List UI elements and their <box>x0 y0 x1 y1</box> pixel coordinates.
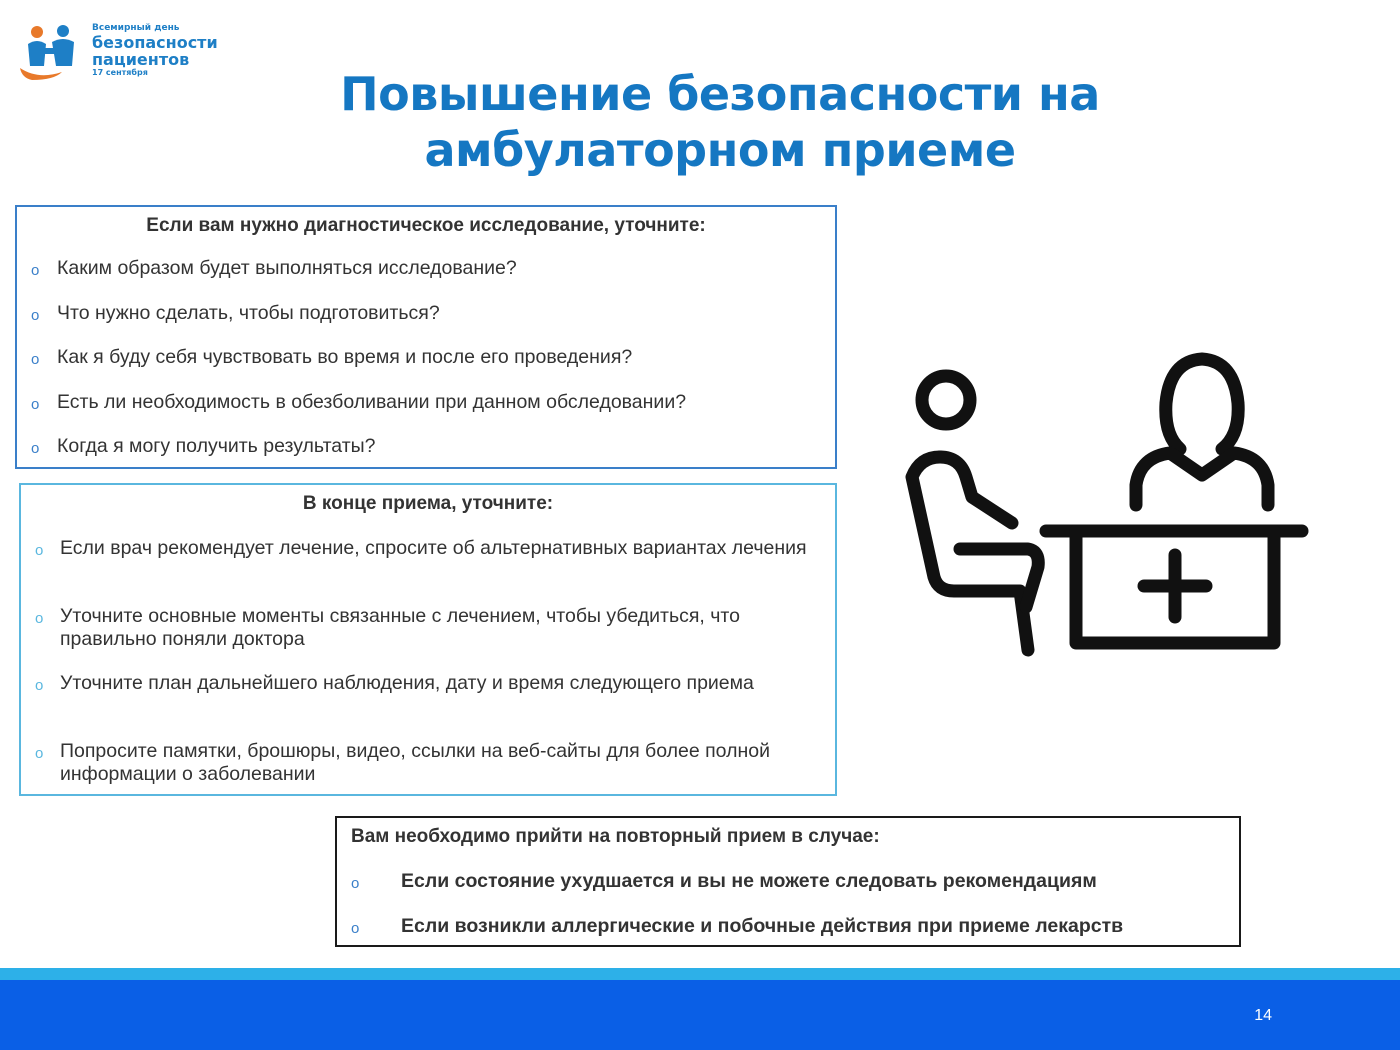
list-item <box>17 257 835 302</box>
list-item-text: Уточните основные моменты связанные с лечением, чтобы убедиться, что правильно поняли доктора <box>60 604 740 650</box>
footer-bar <box>0 980 1400 1050</box>
list-item <box>337 870 1239 915</box>
bullet-icon: o <box>35 677 44 694</box>
list-item <box>21 672 835 740</box>
doctor-patient-consultation-icon <box>900 345 1310 665</box>
page-number: 14 <box>1254 1007 1272 1024</box>
logo-caption: Всемирный день <box>92 23 180 33</box>
list-item <box>17 435 835 480</box>
advice-list <box>21 537 835 807</box>
list-item-text: Каким образом будет выполняться исследование? <box>57 257 517 279</box>
box-heading: В конце приема, уточните: <box>302 493 554 514</box>
bullet-icon: o <box>35 609 44 627</box>
footer-accent-line <box>0 968 1400 980</box>
list-item <box>21 605 835 673</box>
list-item-text: Когда я могу получить результаты? <box>57 435 376 457</box>
bullet-icon: o <box>351 919 360 937</box>
bullet-icon: o <box>31 395 40 413</box>
logo-title-line1: безопасности <box>92 33 218 52</box>
bullet-icon: o <box>351 875 360 892</box>
bullet-icon: o <box>35 542 44 559</box>
page-title-line2: амбулаторном приеме <box>424 123 1016 177</box>
logo-date: 17 сентября <box>92 68 148 77</box>
list-item <box>17 391 835 436</box>
list-item-text: Попросите памятки, брошюры, видео, ссылки на веб-сайты для более полной информации о заболевании <box>60 739 770 785</box>
box-heading: Если вам нужно диагностическое исследование, уточните: <box>146 215 706 236</box>
list-item-text: Если врач рекомендует лечение, спросите об альтернативных вариантах лечения <box>60 537 807 559</box>
bullet-icon: o <box>31 306 40 324</box>
logo-title-line2: пациентов <box>92 50 190 69</box>
list-item-text: Есть ли необходимость в обезболивании при данном обследовании? <box>57 390 687 413</box>
return-visit-box <box>335 816 1241 947</box>
bullet-icon: o <box>31 351 40 368</box>
box-heading: Вам необходимо прийти на повторный прием в случае: <box>351 826 880 847</box>
list-item <box>21 740 835 808</box>
list-item-text: Уточните план дальнейшего наблюдения, дату и время следующего приема <box>60 672 754 694</box>
list-item-text: Как я буду себя чувствовать во время и после его проведения? <box>57 346 633 368</box>
diagnostic-questions-box <box>15 205 837 469</box>
list-item <box>17 346 835 391</box>
end-of-visit-box <box>19 483 837 796</box>
event-logo <box>18 20 248 90</box>
list-item <box>17 302 835 347</box>
bullet-icon: o <box>35 744 44 762</box>
bullet-icon: o <box>31 440 40 457</box>
illustration <box>900 345 1310 665</box>
page-title-line1: Повышение безопасности на <box>340 67 1100 121</box>
list-item <box>21 537 835 605</box>
question-list <box>17 257 835 480</box>
list-item-text: Что нужно сделать, чтобы подготовиться? <box>57 301 440 324</box>
list-item-text: Если возникли аллергические и побочные действия при приеме лекарств <box>401 914 1124 937</box>
bullet-icon: o <box>31 262 40 279</box>
list-item-text: Если состояние ухудшается и вы не можете следовать рекомендациям <box>401 870 1097 892</box>
page-title <box>300 66 1140 178</box>
patient-safety-logo-icon <box>18 22 88 84</box>
return-reasons-list <box>337 870 1239 959</box>
list-item <box>337 915 1239 960</box>
